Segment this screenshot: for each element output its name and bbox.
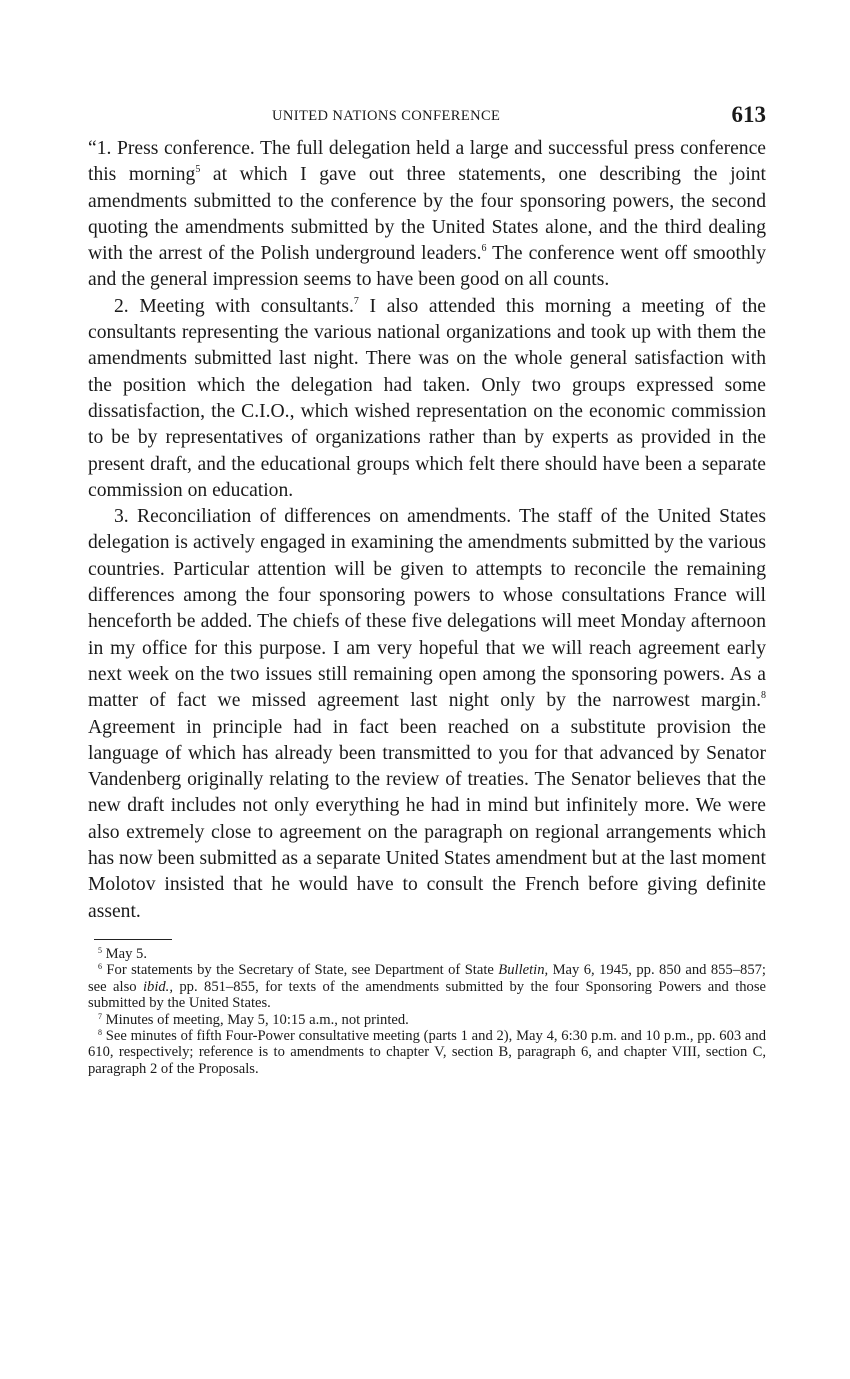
text-run: For statements by the Secretary of State, see Department of State [102, 962, 499, 979]
footnote-6 [88, 962, 766, 1011]
text-run: I also attended this morning a meeting of the consultants representing the various national organizations and took up with them the amendments submitted last night. There was on the whole general satisfaction with the position which the delegation had taken. Only two groups expressed some dissatisfaction, the C.I.O., which wished representation on the economic commission to be by representatives of organizations rather than by experts as provided in the present draft, and the educational groups which felt there should have been a separate commission on education. [88, 295, 766, 501]
footnote-marker: 5 [195, 164, 201, 176]
running-title: UNITED NATIONS CONFERENCE [272, 108, 501, 124]
body-text [88, 136, 766, 925]
text-run: 3. Reconciliation of differences on amendments. The staff of the United States delegation is actively engaged in examining the amendments submitted by the various countries. Particular attention will be given to attempts to reconcile the remaining differences among the four sponsoring powers to whose consultations France will henceforth be added. The chiefs of these five delegations will meet Monday afternoon in my office for this purpose. I am very hopeful that we will reach agreement early next week on the two issues still remaining open among the sponsoring powers. As a matter of fact we missed agreement last night only by the narrowest margin. [88, 506, 766, 712]
document-page [88, 100, 766, 1077]
italic-text: Bulletin, [498, 962, 549, 979]
text-run: Agreement in principle had in fact been reached on a substitute provision the language of which has already been transmitted to you for that advanced by Senator Vandenberg originally relating to the review of treaties. The Senator believes that the new draft includes not only everything he had in mind but infinitely more. We were also extremely close to agreement on the paragraph on regional arrangements which has now been submitted as a separate United States amendment but at the last moment Molotov insisted that he would have to consult the French before giving definite assent. [88, 716, 766, 922]
text-run: 2. Meeting with consultants. [114, 295, 354, 317]
footnote-8 [88, 1028, 766, 1077]
footnotes [88, 946, 766, 1077]
page-number: 613 [731, 102, 766, 127]
footnote-7 [88, 1012, 766, 1028]
running-header [88, 100, 766, 136]
italic-text: ibid., [142, 978, 173, 995]
footnote-5 [88, 946, 766, 962]
paragraph-press-conference [88, 136, 766, 294]
footnote-marker: 5 [98, 945, 102, 955]
text-run: “1. Press conference. The full delegation held a large and successful press conference this morning [88, 138, 766, 186]
paragraph-meeting-with-consultants [88, 294, 766, 504]
text-run: May 6, 1945, pp. 850 and 855–857; see also [88, 962, 766, 995]
text-run: May 5. [102, 945, 147, 962]
text-run: Minutes of meeting, May 5, 10:15 a.m., not printed. [102, 1011, 409, 1028]
footnote-marker: 8 [98, 1027, 102, 1037]
text-run: The conference went off smoothly and the general impression seems to have been good on all counts. [88, 243, 766, 291]
footnote-marker: 7 [98, 1011, 102, 1021]
text-run: See minutes of fifth Four-Power consultative meeting (parts 1 and 2), May 4, 6:30 p.m. and 10 p.m., pp. 603 and 610, respectively; reference is to amendments to chapter V, section B, paragraph 6, and chapter VIII, section C, paragraph 2 of the Proposals. [88, 1027, 766, 1077]
footnote-marker: 8 [761, 690, 766, 702]
footnote-marker: 6 [98, 962, 102, 972]
footnote-marker: 7 [353, 295, 359, 307]
text-run: pp. 851–855, for texts of the amendments submitted by the four Sponsoring Powers and those submitted by the United States. [88, 978, 766, 1012]
paragraph-reconciliation [88, 504, 766, 925]
footnote-divider [94, 939, 172, 940]
footnote-marker: 6 [481, 243, 487, 255]
text-run: at which I gave out three statements, one describing the joint amendments submitted to the conference by the four sponsoring powers, the second quoting the amendments submitted by the United States alone, and the third dealing with the arrest of the Polish underground leaders. [88, 164, 766, 265]
